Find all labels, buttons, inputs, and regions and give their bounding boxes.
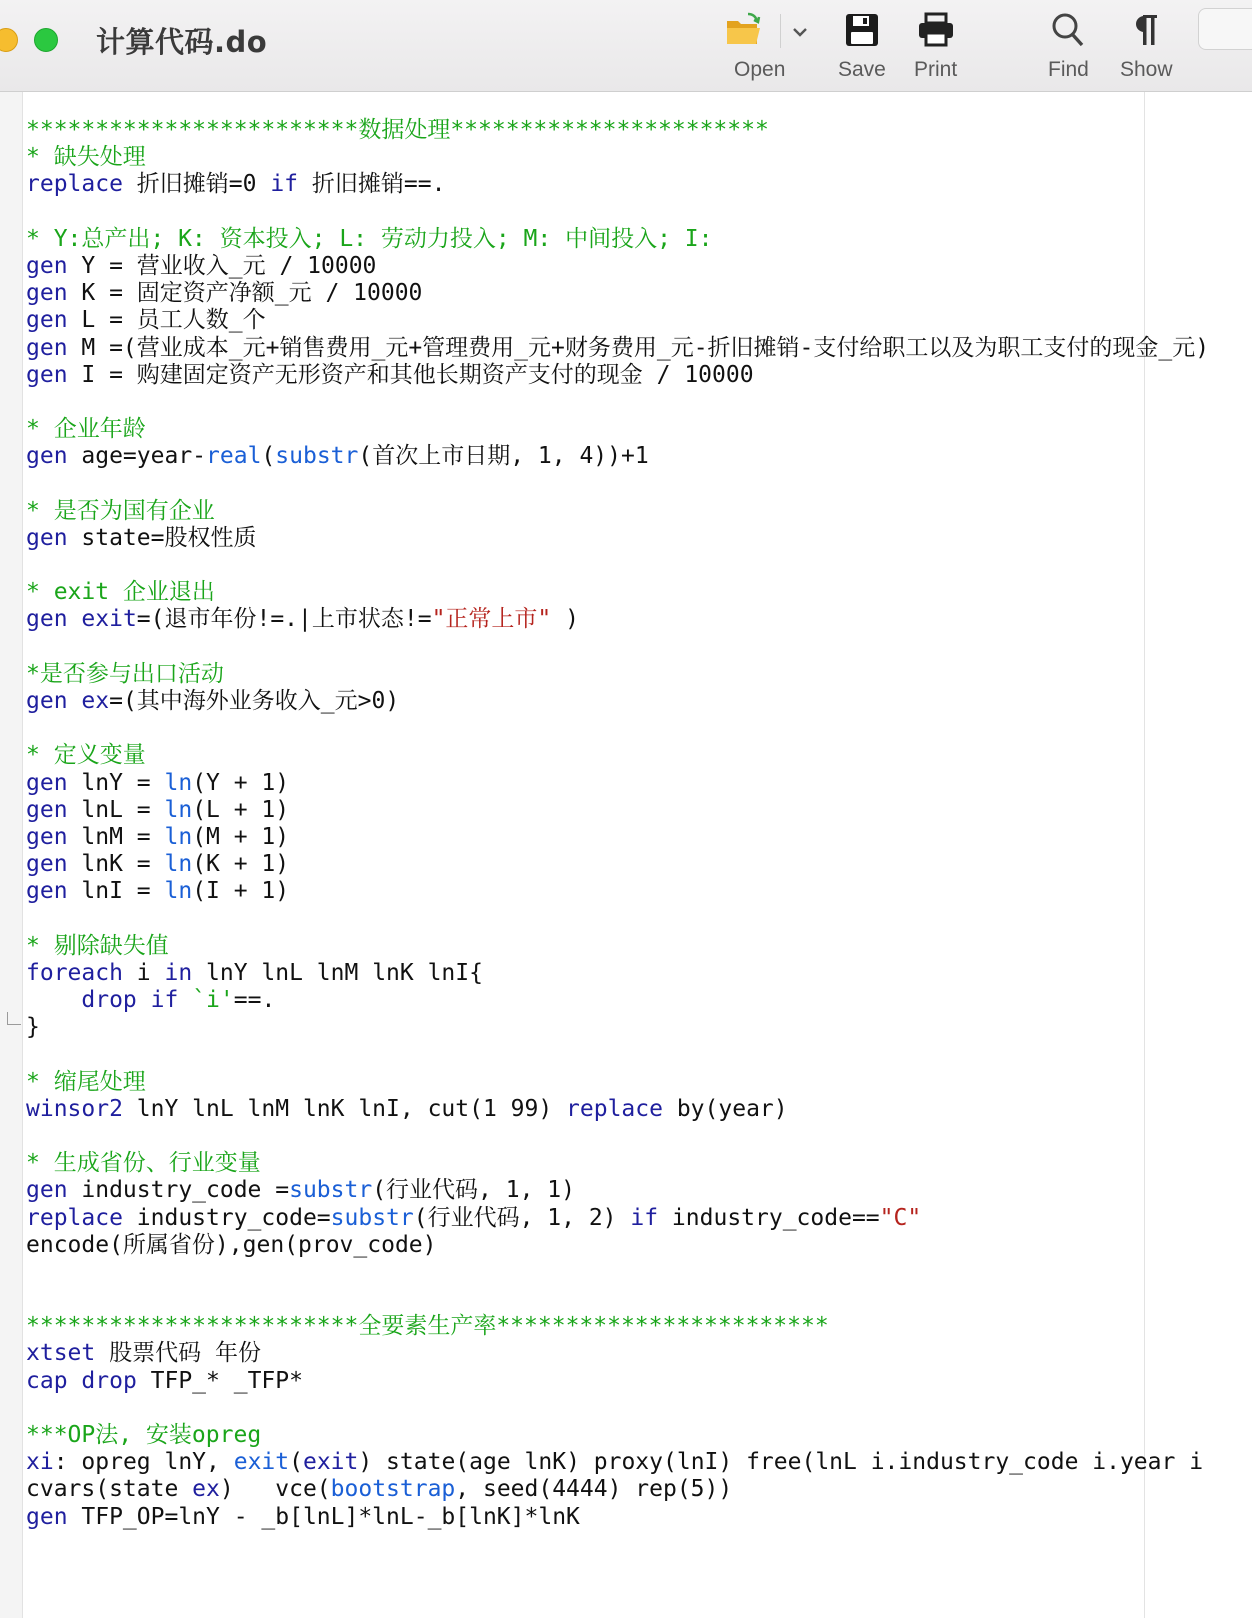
code-line[interactable] xyxy=(26,253,1209,280)
code-line[interactable] xyxy=(26,470,1209,497)
code-line[interactable] xyxy=(26,1232,1209,1259)
fold-end-marker[interactable] xyxy=(7,1012,21,1025)
code-comment: * 缩尾处理 xyxy=(26,1068,146,1095)
code-line[interactable] xyxy=(26,960,1209,987)
code-token: } xyxy=(26,1014,40,1041)
code-comment: *是否参与出口活动 xyxy=(26,660,224,687)
code-token: lnK = xyxy=(67,851,165,878)
find-button[interactable] xyxy=(1048,8,1089,82)
code-token: (行业代码, 1, 2) xyxy=(413,1204,631,1231)
code-line[interactable] xyxy=(26,1368,1209,1395)
code-token: (K + 1) xyxy=(192,851,290,878)
code-function: ln xyxy=(164,769,193,796)
code-token: age=year- xyxy=(67,443,207,470)
code-line[interactable] xyxy=(26,416,1209,443)
code-function: bootstrap xyxy=(330,1476,456,1503)
code-token: lnY lnL lnM lnK lnI, cut(1 99) xyxy=(122,1095,567,1122)
code-keyword: gen xyxy=(26,524,68,551)
code-line[interactable] xyxy=(26,1476,1209,1503)
code-keyword: drop xyxy=(81,987,137,1013)
code-line[interactable] xyxy=(26,987,1209,1014)
code-keyword: exit xyxy=(302,1449,359,1476)
save-button[interactable] xyxy=(838,8,886,82)
code-token: `i' xyxy=(192,987,234,1013)
chevron-down-icon[interactable] xyxy=(784,16,816,48)
code-function: ln xyxy=(164,851,193,878)
code-line[interactable] xyxy=(26,1096,1209,1123)
code-line[interactable] xyxy=(26,797,1209,824)
title-toolbar xyxy=(0,0,1252,92)
code-token: ==. xyxy=(233,987,276,1013)
code-editor[interactable] xyxy=(0,92,1252,1618)
code-text[interactable] xyxy=(26,117,1209,1531)
code-keyword: gen xyxy=(26,252,68,279)
code-token: (行业代码, 1, 1) xyxy=(372,1177,575,1204)
show-button[interactable] xyxy=(1120,8,1173,82)
editor-gutter xyxy=(0,92,23,1618)
code-comment: * 企业年龄 xyxy=(26,416,146,443)
code-keyword: replace xyxy=(26,1204,123,1231)
printer-icon xyxy=(917,8,955,52)
code-line[interactable] xyxy=(26,1069,1209,1096)
code-comment: ************************数据处理*********************** xyxy=(26,117,769,143)
code-function: exit xyxy=(233,1449,290,1476)
code-keyword: ex xyxy=(192,1476,220,1503)
code-keyword: if xyxy=(270,171,299,198)
code-comment: * exit 企业退出 xyxy=(26,579,215,606)
code-comment: * 生成省份、行业变量 xyxy=(26,1150,261,1177)
code-keyword: ex xyxy=(81,687,110,714)
code-line[interactable] xyxy=(26,226,1209,253)
code-line[interactable] xyxy=(26,1123,1209,1150)
code-function: substr xyxy=(330,1204,414,1231)
window-title: 计算代码.do xyxy=(96,25,268,59)
code-token xyxy=(178,987,192,1013)
code-keyword: winsor2 xyxy=(26,1095,123,1122)
code-token: by(year) xyxy=(662,1095,788,1122)
code-line[interactable] xyxy=(26,715,1209,742)
print-button[interactable] xyxy=(914,8,957,82)
code-token: state=股权性质 xyxy=(67,524,257,551)
code-token xyxy=(137,987,151,1013)
save-label: Save xyxy=(838,58,886,81)
code-comment: ************************全要素生产率************************ xyxy=(26,1313,829,1340)
code-comment: ***OP法, 安装opreg xyxy=(26,1422,262,1448)
print-label: Print xyxy=(914,58,958,81)
code-keyword: gen xyxy=(26,769,68,796)
code-line[interactable] xyxy=(26,1286,1209,1313)
code-token: TFP_* _TFP* xyxy=(136,1367,303,1394)
code-token: I = 购建固定资产无形资产和其他长期资产支付的现金 / 10000 xyxy=(67,361,754,388)
save-disk-icon xyxy=(844,8,880,52)
code-token: (Y + 1) xyxy=(192,769,290,796)
code-token: Y = 营业收入_元 / 10000 xyxy=(67,252,377,279)
code-keyword: gen xyxy=(26,878,68,905)
code-comment: * 缺失处理 xyxy=(26,144,146,171)
code-line[interactable] xyxy=(26,851,1209,878)
code-line[interactable] xyxy=(26,606,1209,633)
code-keyword: gen xyxy=(26,361,68,388)
code-line[interactable] xyxy=(26,443,1209,470)
code-token xyxy=(26,987,81,1013)
code-line[interactable] xyxy=(26,1150,1209,1177)
search-icon xyxy=(1051,8,1085,52)
code-function: substr xyxy=(289,1177,373,1204)
code-keyword: gen xyxy=(26,823,68,850)
code-token: 折旧摊销==. xyxy=(298,171,446,198)
code-line[interactable] xyxy=(26,498,1209,525)
code-line[interactable] xyxy=(26,1504,1209,1531)
code-token: =(其中海外业务收入_元>0) xyxy=(109,687,400,714)
code-line[interactable] xyxy=(26,389,1209,416)
code-keyword: cap xyxy=(26,1367,68,1394)
code-token: lnY = xyxy=(67,769,165,796)
code-line[interactable] xyxy=(26,634,1209,661)
code-line[interactable] xyxy=(26,171,1209,198)
toolbar-overflow-button[interactable] xyxy=(1198,8,1252,50)
code-line[interactable] xyxy=(26,1449,1209,1476)
zoom-window-button[interactable] xyxy=(34,28,58,52)
code-keyword: gen xyxy=(26,606,68,633)
code-line[interactable] xyxy=(26,1259,1209,1286)
code-token: lnM = xyxy=(67,823,165,850)
code-keyword: replace xyxy=(26,171,123,198)
code-keyword: gen xyxy=(26,1503,68,1530)
code-line[interactable] xyxy=(26,1205,1209,1232)
pilcrow-icon xyxy=(1131,8,1161,52)
code-line[interactable] xyxy=(26,307,1209,334)
code-line[interactable] xyxy=(26,878,1209,905)
code-keyword: in xyxy=(164,959,193,986)
code-token: industry_code = xyxy=(67,1177,290,1204)
code-token xyxy=(68,688,82,714)
code-token: K = 固定资产净额_元 / 10000 xyxy=(67,280,423,307)
code-line[interactable] xyxy=(26,525,1209,552)
code-token: =(退市年份!=.|上市状态!= xyxy=(136,606,432,633)
code-token xyxy=(68,606,82,632)
code-token: L = 员工人数_个 xyxy=(67,307,266,334)
code-string: "C" xyxy=(879,1204,922,1231)
code-comment: * 是否为国有企业 xyxy=(26,497,215,524)
code-token: (首次上市日期, 1, 4))+1 xyxy=(358,443,649,470)
code-keyword: drop xyxy=(81,1367,137,1394)
open-label-wrap xyxy=(734,8,785,82)
code-line[interactable] xyxy=(26,335,1209,362)
code-string: "正常上市" xyxy=(431,606,552,633)
code-token: lnI = xyxy=(67,878,165,905)
code-function: ln xyxy=(164,823,193,850)
code-line[interactable] xyxy=(26,933,1209,960)
code-line[interactable] xyxy=(26,1177,1209,1204)
code-token: M =(营业成本_元+销售费用_元+管理费用_元+财务费用_元-折旧摊销-支付给职工以及为职工支付的现金_元) xyxy=(67,334,1210,361)
open-label: Open xyxy=(734,58,786,81)
code-line[interactable] xyxy=(26,824,1209,851)
code-token: TFP_OP=lnY - _b[lnL]*lnL-_b[lnK]*lnK xyxy=(67,1503,580,1530)
code-token xyxy=(68,1368,82,1394)
code-keyword: foreach xyxy=(26,959,123,986)
code-token: i xyxy=(122,959,165,986)
code-line[interactable] xyxy=(26,742,1209,769)
code-comment: * Y:总产出; K: 资本投入; L: 劳动力投入; M: 中间投入; I: xyxy=(26,225,713,252)
code-token: industry_code= xyxy=(122,1204,331,1231)
code-token: (M + 1) xyxy=(192,823,290,850)
code-comment: * 定义变量 xyxy=(26,742,146,769)
code-line[interactable] xyxy=(26,117,1209,144)
code-token: (L + 1) xyxy=(192,796,290,823)
code-line[interactable] xyxy=(26,552,1209,579)
code-token: : opreg lnY, xyxy=(53,1449,234,1476)
code-token: (I + 1) xyxy=(192,878,290,905)
code-line[interactable] xyxy=(26,1041,1209,1068)
code-line[interactable] xyxy=(26,1340,1209,1367)
code-token: lnL = xyxy=(67,796,165,823)
code-token: ) state(age lnK) proxy(lnI) free(lnL i.industry_code i.year i xyxy=(358,1449,1204,1476)
code-keyword: if xyxy=(630,1204,659,1231)
code-function: real xyxy=(206,443,262,470)
code-line[interactable] xyxy=(26,199,1209,226)
code-keyword: exit xyxy=(81,606,137,633)
code-line[interactable] xyxy=(26,905,1209,932)
code-line[interactable] xyxy=(26,362,1209,389)
show-label: Show xyxy=(1120,58,1173,81)
code-token: cvars(state xyxy=(26,1476,193,1503)
code-line[interactable] xyxy=(26,280,1209,307)
code-keyword: gen xyxy=(26,443,68,470)
code-token: ) vce( xyxy=(219,1476,331,1503)
code-keyword: gen xyxy=(26,334,68,361)
code-line[interactable] xyxy=(26,1395,1209,1422)
code-token: ) xyxy=(551,606,579,633)
code-keyword: gen xyxy=(26,687,68,714)
code-token: , seed(4444) rep(5)) xyxy=(455,1476,733,1503)
code-function: substr xyxy=(275,443,359,470)
code-token: lnY lnL lnM lnK lnI{ xyxy=(192,959,483,986)
code-keyword: replace xyxy=(566,1095,663,1122)
code-line[interactable] xyxy=(26,770,1209,797)
code-token: 股票代码 年份 xyxy=(95,1340,261,1367)
code-keyword: gen xyxy=(26,796,68,823)
code-keyword: gen xyxy=(26,307,68,334)
code-keyword: xtset xyxy=(26,1340,96,1367)
toolbar-separator xyxy=(780,14,781,48)
code-keyword: if xyxy=(150,987,179,1013)
find-label: Find xyxy=(1048,58,1089,81)
code-token: ( xyxy=(289,1449,303,1476)
code-line[interactable] xyxy=(26,579,1209,606)
code-token: 折旧摊销=0 xyxy=(122,171,271,198)
code-keyword: gen xyxy=(26,1177,68,1204)
code-token: ( xyxy=(261,443,276,470)
code-keyword: gen xyxy=(26,280,68,307)
code-keyword: xi xyxy=(26,1449,54,1476)
code-token: encode(所属省份),gen(prov_code) xyxy=(26,1231,437,1258)
code-line[interactable] xyxy=(26,144,1209,171)
code-line[interactable] xyxy=(26,1313,1209,1340)
code-line[interactable] xyxy=(26,661,1209,688)
minimize-window-button[interactable] xyxy=(0,28,18,52)
code-line[interactable] xyxy=(26,1014,1209,1041)
code-line[interactable] xyxy=(26,688,1209,715)
code-comment: * 剔除缺失值 xyxy=(26,932,169,959)
code-token: industry_code== xyxy=(658,1204,880,1231)
code-function: ln xyxy=(164,878,193,905)
code-function: ln xyxy=(164,796,193,823)
code-line[interactable] xyxy=(26,1422,1209,1449)
code-keyword: gen xyxy=(26,851,68,878)
